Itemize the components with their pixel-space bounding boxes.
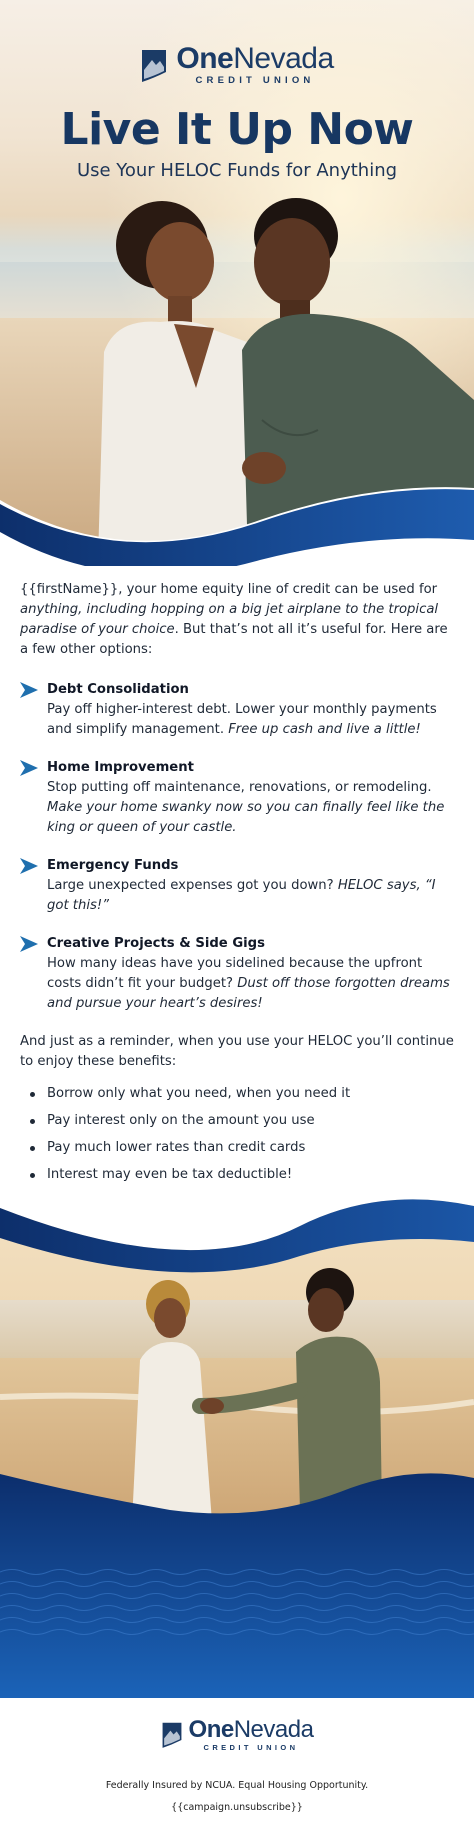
- list-item: Interest may even be tax deductible!: [30, 1165, 456, 1185]
- option-title: Emergency Funds: [47, 858, 179, 873]
- header-logo[interactable]: [0, 44, 474, 86]
- body-content: [20, 580, 456, 1232]
- intro-paragraph: {{firstName}}, your home equity line of credit can be used for anything, including hopping on a big jet airplane to the tropical paradise of your choice. But that’s not all it’s useful for. Here are a few other options:: [20, 582, 448, 657]
- option-emergency-funds: [20, 856, 456, 916]
- list-item: Pay much lower rates than credit cards: [30, 1138, 456, 1158]
- logo-wordmark: [176, 44, 333, 86]
- arrow-right-icon: [20, 858, 38, 874]
- option-body: Stop putting off maintenance, renovations, or remodeling. Make your home swanky now so you can finally feel like the king or queen of your castle.: [47, 780, 445, 835]
- mountain-logo-icon: [161, 1721, 183, 1748]
- logo-name: OneNevada: [176, 42, 334, 75]
- benefits-list: [20, 1084, 456, 1185]
- bottom-photo-band: [0, 1192, 474, 1698]
- hero-subtitle: Use Your HELOC Funds for Anything: [76, 160, 398, 181]
- arrow-right-icon: [20, 936, 38, 952]
- option-debt-consolidation: [20, 680, 456, 740]
- beach-photo: [0, 1192, 474, 1698]
- option-home-improvement: [20, 758, 456, 838]
- option-body: How many ideas have you sidelined because the upfront costs didn’t fit your budget? Dust off those forgotten dreams and pursue your heart’s desires!: [47, 956, 450, 1011]
- hero-title: Live It Up Now: [60, 104, 414, 155]
- insurance-disclaimer: Federally Insured by NCUA. Equal Housing Opportunity.: [105, 1780, 369, 1791]
- list-item: Borrow only what you need, when you need it: [30, 1084, 456, 1104]
- logo-tagline: CREDIT UNION: [203, 1743, 299, 1752]
- logo-name: OneNevada: [188, 1716, 314, 1743]
- arrow-right-icon: [20, 760, 38, 776]
- option-creative-projects: [20, 934, 456, 1014]
- logo-tagline: CREDIT UNION: [195, 75, 315, 86]
- benefits-intro: And just as a reminder, when you use your HELOC you’ll continue to enjoy these benefits:: [20, 1034, 454, 1069]
- option-body: Large unexpected expenses got you down? HELOC says, “I got this!”: [47, 878, 436, 913]
- arrow-right-icon: [20, 682, 38, 698]
- option-title: Creative Projects & Side Gigs: [47, 936, 265, 951]
- footer-logo[interactable]: [0, 1718, 474, 1752]
- footer: [0, 1698, 474, 1843]
- hero-section: [0, 0, 474, 566]
- mountain-logo-icon: [140, 48, 168, 82]
- logo-wordmark: [189, 1718, 314, 1752]
- list-item: Pay interest only on the amount you use: [30, 1111, 456, 1131]
- option-title: Home Improvement: [47, 760, 194, 775]
- unsubscribe-link[interactable]: {{campaign.unsubscribe}}: [171, 1802, 303, 1813]
- option-title: Debt Consolidation: [47, 682, 189, 697]
- option-body: Pay off higher-interest debt. Lower your monthly payments and simplify management. Free up cash and live a little!: [47, 702, 437, 737]
